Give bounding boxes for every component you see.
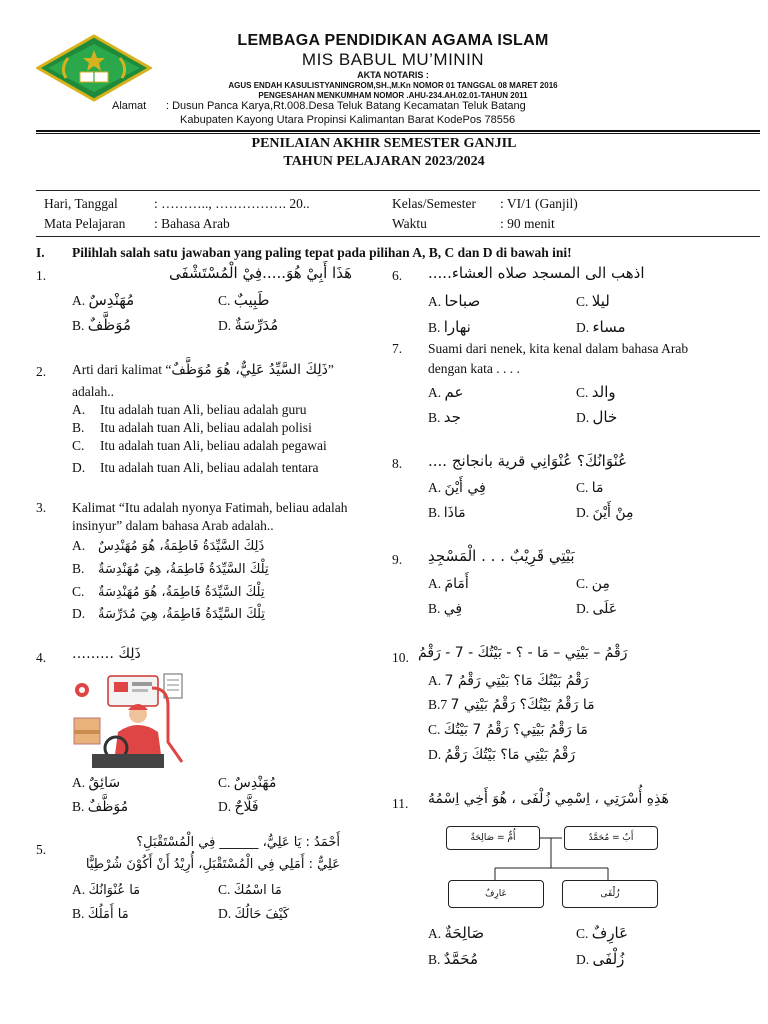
question-number: 1. — [36, 268, 47, 283]
option-d[interactable]: D. خال — [576, 408, 618, 426]
option-b[interactable]: B. تِلْكَ السَّيِّدَةُ فَاطِمَةُ، هِيَ مُهَنْدِسَةٌ — [72, 561, 269, 577]
option-d[interactable]: D. مساء — [576, 318, 626, 336]
option-a[interactable]: A. Itu adalah tuan Ali, beliau adalah guru — [72, 402, 307, 417]
address-label: Alamat — [112, 100, 147, 112]
option-c[interactable]: C. مَا — [576, 480, 604, 496]
question-number: 2. — [36, 364, 47, 379]
option-c[interactable]: C. تِلْكَ السَّيِّدَةُ فَاطِمَةُ، هُوَ مُهَنْدِسَةٌ — [72, 584, 265, 600]
question-text: رَقْمُ – بَيْتِي – مَا - ؟ - بَيْتُكَ - 7 - رَقْمُ — [418, 645, 628, 661]
option-b[interactable]: B.7 مَا رَقْمُ بَيْتُكَ؟ رَقْمُ بَيْتِي 7 — [428, 697, 595, 713]
option-a[interactable]: A. رَقْمُ بَيْتُكَ مَا؟ بَيْتِي رَقْمُ 7 — [428, 673, 589, 689]
question-text: بَيْتِي قَرِيْبٌ . . . الْمَسْجِدِ — [428, 547, 575, 565]
option-d[interactable]: D. فَلَّاحٌ — [218, 799, 259, 815]
family-tree-diagram — [440, 824, 662, 912]
option-a[interactable]: A. مَا عُنْوَانُكَ — [72, 882, 141, 898]
question-text-line2: dengan kata . . . . — [428, 361, 520, 376]
option-c[interactable]: C. Itu adalah tuan Ali, beliau adalah pegawai — [72, 438, 327, 453]
option-b[interactable]: B. جد — [428, 408, 461, 426]
question-text: Arti dari kalimat “ذَلِكَ السَّيِّدُ عَلِيٌّ، هُوَ مُوَظَّفٌ” — [72, 362, 334, 378]
question-number: 3. — [36, 500, 47, 515]
ratification-line: PENGESAHAN MENKUMHAM NOMOR .AHU-234.AH.02.01-TAHUN 2011 — [258, 91, 528, 100]
option-d[interactable]: D. رَقْمُ بَيْتِي مَا؟ بَيْتُكَ رَقْمُ — [428, 747, 576, 763]
option-a[interactable]: A. سَائِقٌ — [72, 775, 121, 791]
exam-title: PENILAIAN AKHIR SEMESTER GANJIL — [251, 136, 517, 151]
institution-name: LEMBAGA PENDIDIKAN AGAMA ISLAM — [237, 32, 549, 49]
option-c[interactable]: C. ليلا — [576, 292, 610, 310]
class-value: : VI/1 (Ganjil) — [500, 196, 578, 211]
section-number: I. — [36, 245, 45, 260]
question-number: 4. — [36, 650, 47, 665]
question-number: 8. — [392, 456, 403, 471]
option-b[interactable]: B. Itu adalah tuan Ali, beliau adalah polisi — [72, 420, 312, 435]
question-text: هَذَا أَبِيْ هُوَ.....فِيْ الْمُسْتَشْفَى — [168, 264, 352, 282]
driver-illustration — [72, 670, 202, 770]
option-b[interactable]: B. مَاذَا — [428, 505, 466, 521]
dialog-line-1: أَحْمَدُ : يَا عَلِيُّ، ______ فِي الْمُسْتَقْبَلِ؟ — [136, 835, 340, 850]
notary-line: AGUS ENDAH KASULISTYANINGROM,SH.,M.Kn NOMOR 01 TANGGAL 08 MARET 2016 — [228, 81, 558, 90]
option-d[interactable]: D. زُلْفَى — [576, 950, 625, 968]
option-c[interactable]: C. طَبِيبٌ — [218, 291, 270, 309]
option-a[interactable]: A. أَمَامَ — [428, 576, 469, 592]
option-c[interactable]: C. مَا رَقْمُ بَيْتِي؟ رَقْمُ 7 بَيْتُكَ — [428, 722, 588, 738]
question-text: عُنْوَانُكَ؟ عُنْوَانِي قرية بانجانج .... — [428, 452, 628, 470]
address-line-2: Kabupaten Kayong Utara Propinsi Kalimantan Barat KodePos 78556 — [180, 114, 516, 126]
info-top-border — [36, 190, 760, 191]
option-a[interactable]: A. مُهَنْدِسٌ — [72, 291, 135, 309]
tree-box-child-2: زُلْفَى — [562, 880, 658, 908]
option-b[interactable]: B. مُوَظَّفٌ — [72, 316, 132, 334]
section-instruction: Pilihlah salah satu jawaban yang paling tepat pada pilihan A, B, C dan D di bawah ini! — [72, 245, 572, 260]
school-name: MIS BABUL MU’MININ — [301, 50, 485, 69]
option-c[interactable]: C. مِن — [576, 576, 610, 592]
option-c[interactable]: C. مَا اسْمُكَ — [218, 882, 282, 898]
option-a[interactable]: A. صباحا — [428, 292, 481, 310]
tree-box-father: أَبٌ = مُحَمَّدٌ — [564, 826, 658, 850]
subject-value: : Bahasa Arab — [154, 216, 230, 231]
question-text-end: adalah.. — [72, 384, 114, 399]
school-logo — [36, 34, 152, 102]
question-number: 5. — [36, 842, 47, 857]
class-label: Kelas/Semester — [392, 196, 476, 211]
akta-label: AKTA NOTARIS : — [357, 70, 429, 80]
option-d[interactable]: D. تِلْكَ السَّيِّدَةُ فَاطِمَةُ، هِيَ مُدَرِّسَةٌ — [72, 606, 265, 622]
question-text-line2: insinyur” dalam bahasa Arab adalah.. — [72, 518, 274, 533]
question-number: 9. — [392, 552, 403, 567]
info-bottom-border — [36, 236, 760, 237]
question-text: هَذِهِ أُسْرَتِي ، اِسْمِي زُلْفَى ، هُوَ أَخِي اِسْمُهُ — [428, 791, 669, 807]
question-number: 6. — [392, 268, 403, 283]
dialog-line-2: عَلِيٌّ : أَمَلِي فِي الْمُسْتَقْبَلِ، أُرِيْدُ أَنْ أَكُوْنَ شُرْطِيًّا — [85, 857, 340, 872]
question-text: اذهب الى المسجد صلاه العشاء..... — [428, 264, 645, 282]
option-a[interactable]: A. ذَلِكَ السَّيِّدَةُ فَاطِمَةُ، هُوَ مُهَنْدِسٌ — [72, 538, 265, 554]
option-b[interactable]: B. مَا أَمَلُكَ — [72, 906, 129, 922]
day-value: : ……….., ……………. 20.. — [154, 196, 310, 211]
option-c[interactable]: C. عَارِفٌ — [576, 924, 629, 942]
subject-label: Mata Pelajaran — [44, 216, 126, 231]
question-text: ذَلِكَ ……… — [72, 646, 141, 662]
address-line-1: : Dusun Panca Karya,Rt.008.Desa Teluk Batang Kecamatan Teluk Batang — [166, 100, 526, 112]
tree-box-child-1: عَارِفٌ — [448, 880, 544, 908]
option-d[interactable]: D. Itu adalah tuan Ali, beliau adalah tentara — [72, 460, 319, 475]
option-b[interactable]: B. مُحَمَّدٌ — [428, 950, 479, 968]
question-number: 7. — [392, 341, 403, 356]
exam-year: TAHUN PELAJARAN 2023/2024 — [283, 154, 485, 169]
option-b[interactable]: B. نهارا — [428, 318, 471, 336]
question-number: 10. — [392, 650, 409, 665]
question-number: 11. — [392, 796, 409, 811]
option-c[interactable]: C. مُهَنْدِسٌ — [218, 775, 277, 791]
time-label: Waktu — [392, 216, 427, 231]
time-value: : 90 menit — [500, 216, 555, 231]
question-text: Suami dari nenek, kita kenal dalam bahasa Arab — [428, 341, 689, 356]
header-divider — [36, 130, 760, 132]
option-b[interactable]: B. فِي — [428, 601, 463, 617]
option-d[interactable]: D. كَيْفَ حَالُكَ — [218, 906, 290, 922]
ministry-emblem-icon — [36, 34, 152, 102]
option-a[interactable]: A. عم — [428, 383, 464, 401]
day-label: Hari, Tanggal — [44, 196, 118, 211]
truck-driver-icon — [72, 670, 202, 770]
tree-box-mother: أُمٌّ = صَالِحَةٌ — [446, 826, 540, 850]
question-text: Kalimat “Itu adalah nyonya Fatimah, beliau adalah — [72, 500, 348, 515]
option-b[interactable]: B. مُوَظَّفٌ — [72, 799, 129, 815]
option-d[interactable]: D. عَلَى — [576, 601, 618, 617]
option-d[interactable]: D. مِنْ أَيْنَ — [576, 505, 634, 521]
header-divider-thin — [36, 133, 760, 134]
option-d[interactable]: D. مُدَرِّسَةٌ — [218, 316, 279, 334]
option-a[interactable]: A. صَالِحَةٌ — [428, 924, 485, 942]
option-a[interactable]: A. فِي أَيْنَ — [428, 480, 486, 496]
option-c[interactable]: C. والد — [576, 383, 616, 401]
